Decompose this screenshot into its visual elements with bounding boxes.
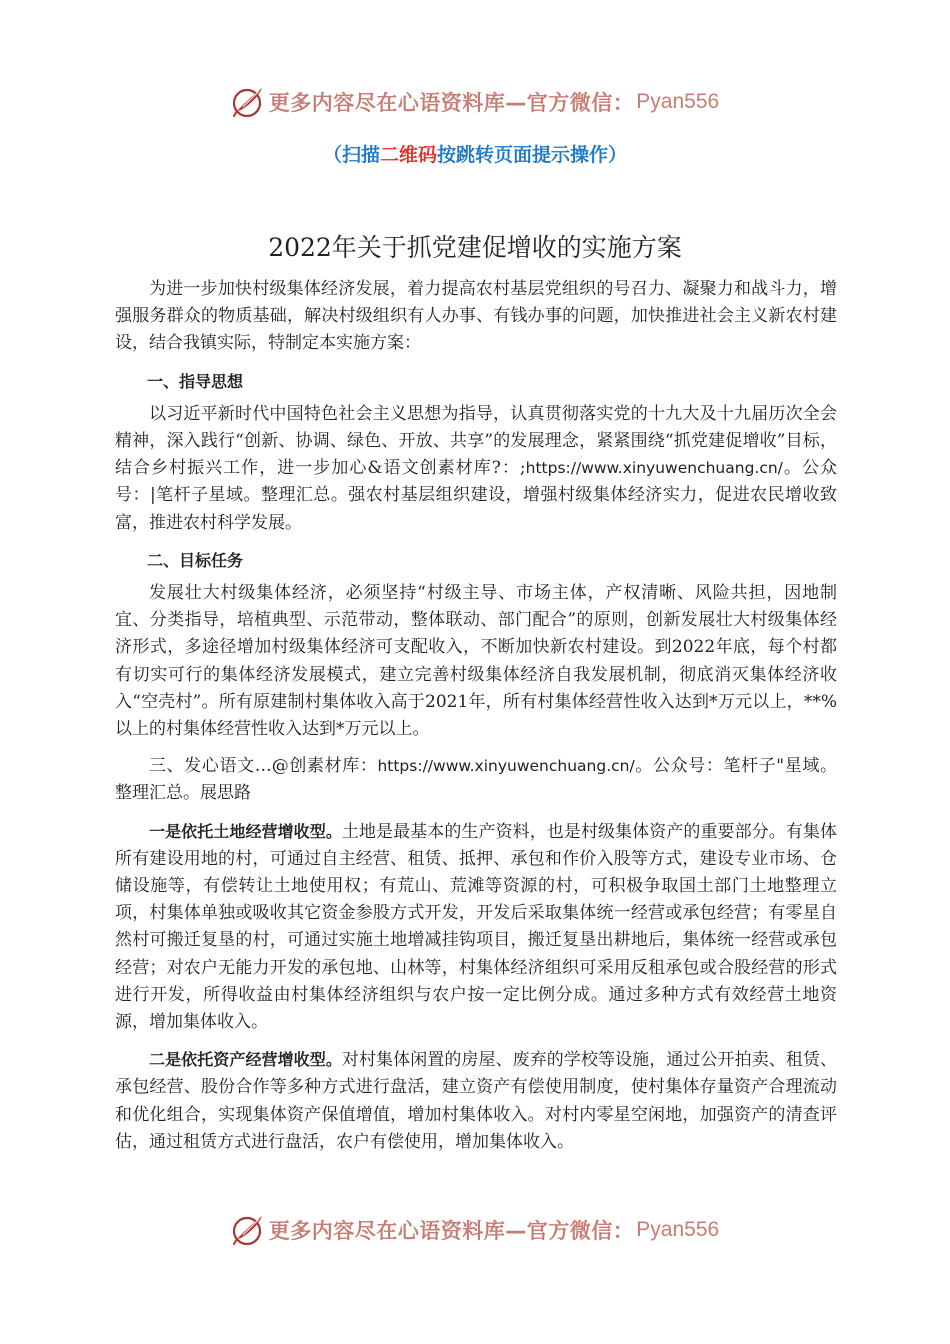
footer-banner: [0, 1210, 950, 1250]
item-asset-management: [115, 1046, 837, 1156]
item2-body: 对村集体闲置的房屋、废弃的学校等设施，通过公开拍卖、租赁、承包经营、股份合作等多种方式进行盘活，建立资产有偿使用制度，使村集体存量资产合理流动和优化组合，实现集体资产保值增值，增加村集体收入。对村内零星空闲地，加强资产的清查评估，通过租赁方式进行盘活，农户有偿使用，增加集体收入。: [115, 1050, 837, 1152]
brand-text: 更多内容尽在心语资料库—官方微信：: [268, 1219, 635, 1243]
section1-text-b: 。公众号：|笔杆子星域。整理汇总。强农村基层组织建设，增强村级集体经济实力，促进农民增收致富，推进农村科学发展。: [115, 458, 837, 533]
section-heading-guiding-ideology: 一、指导思想: [147, 371, 244, 391]
section-paragraph-goals: 发展壮大村级集体经济，必须坚持“村级主导、市场主体，产权清晰、风险共担，因地制宜、分类指导，培植典型、示范带动，整体联动、部门配合”的原则，创新发展壮大村级集体经济形式，多途径增加村级集体经济可支配收入，不断加快新农村建设。到2022年底，每个村都有切实可行的集体经济发展模式，建立完善村级集体经济自我发展机制，彻底消灭集体经济收入“空壳村”。所有原建制村集体收入高于2021年，所有村集体经营性收入达到*万元以上，**%以上的村集体经营性收入达到*万元以上。: [115, 583, 837, 740]
quill-pen-logo-icon: [231, 85, 265, 119]
section-paragraph-guiding-ideology: [115, 401, 837, 537]
section1-url: https://www.xinyuwenchuang.cn/: [525, 459, 783, 478]
scan-hint: [0, 140, 950, 167]
wechat-handle: Pyan556: [636, 90, 720, 113]
section-heading-goals: 二、目标任务: [147, 550, 244, 570]
section3-text-a: 三、发心语文…@创素材库：: [149, 756, 378, 777]
wechat-handle: Pyan556: [636, 1218, 720, 1241]
header-banner: [0, 82, 950, 122]
scan-hint-rest: 按跳转页面提示操作）: [437, 144, 628, 166]
section3-text-b: 。公众号：笔杆子"星域。整理汇总。展思路: [115, 756, 837, 804]
item-land-management: [115, 818, 837, 1037]
scan-hint-highlight: 二维码: [379, 144, 437, 166]
scan-hint-open: （扫描: [322, 144, 380, 166]
document-title: 2022年关于抓党建促增收的实施方案: [268, 233, 682, 262]
item1-body: 土地是最基本的生产资料，也是村级集体资产的重要部分。有集体所有建设用地的村，可通过自主经营、租赁、抵押、承包和作价入股等方式，建设专业市场、仓储设施等，有偿转让土地使用权；有荒山、荒滩等资源的村，可积极争取国土部门土地整理立项，村集体单独或吸收其它资金参股方式开发，开发后采取集体统一经营或承包经营；有零星自然村可搬迁复垦的村，可通过实施土地增减挂钩项目，搬迁复垦出耕地后，集体统一经营或承包经营；对农户无能力开发的承包地、山林等，村集体经济组织可采用反租承包或合股经营的形式进行开发，所得收益由村集体经济组织与农户按一定比例分成。通过多种方式有效经营土地资源，增加集体收入。: [115, 821, 837, 1033]
item2-lead: 二是依托资产经营增收型。: [149, 1050, 342, 1070]
section-paragraph-approach: [115, 753, 837, 807]
brand-text: 更多内容尽在心语资料库—官方微信：: [268, 91, 635, 115]
document-body: [115, 276, 837, 1166]
item1-lead: 一是依托土地经营增收型。: [149, 821, 342, 841]
section1-text-a: 以习近平新时代中国特色社会主义思想为指导，认真贯彻落实党的十九大及十九届历次全会精神，深入践行“创新、协调、绿色、开放、共享”的发展理念，紧紧围绕“抓党建促增收”目标，结合乡村振兴工作，进一步加心&语文创素材库?：;: [115, 403, 837, 479]
intro-paragraph: 为进一步加快村级集体经济发展，着力提高农村基层党组织的号召力、凝聚力和战斗力，增强服务群众的物质基础，解决村级组织有人办事、有钱办事的问题，加快推进社会主义新农村建设，结合我镇实际，特制定本实施方案：: [115, 279, 837, 354]
quill-pen-logo-icon: [231, 1213, 265, 1247]
section3-url: https://www.xinyuwenchuang.cn/: [377, 757, 635, 776]
